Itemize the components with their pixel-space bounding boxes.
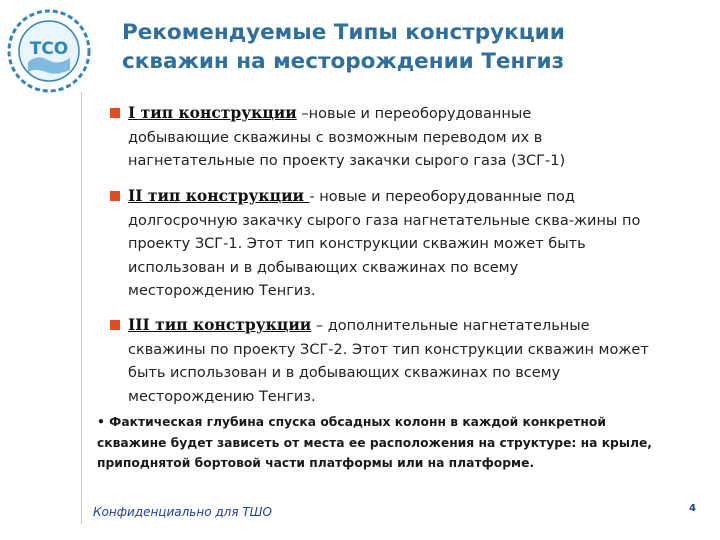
bullet-type-2	[110, 184, 696, 304]
footnote	[97, 412, 697, 474]
bullet-first-line	[110, 184, 696, 210]
square-bullet-icon	[110, 320, 120, 330]
confidential-footer: Конфиденциально для ТШО	[93, 505, 272, 519]
slide-title	[122, 18, 702, 76]
bullet-text: – дополнительные нагнетательные	[311, 318, 590, 334]
tco-logo-icon	[6, 8, 92, 94]
bullet-heading: III тип конструкции	[128, 315, 312, 334]
bullet-first-line	[110, 313, 696, 339]
square-bullet-icon	[110, 108, 120, 118]
bullet-text: нагнетательные по проекту закачки сырого газа (ЗСГ-1)	[128, 153, 566, 169]
bullet-text: скважины по проекту ЗСГ-2. Этот тип конструкции скважин может	[128, 341, 649, 358]
bullet-heading: II тип конструкции	[128, 186, 310, 205]
page-number: 4	[689, 503, 696, 514]
bullet-text: проекту ЗСГ-1. Этот тип конструкции скважин может быть	[128, 236, 586, 252]
bullet-heading: I тип конструкции	[128, 103, 297, 122]
bullet-text: использован и в добывающих скважинах по всему	[128, 259, 519, 276]
bullet-text: месторождению Тенгиз.	[128, 283, 316, 299]
title-line-2: скважин на месторождении Тенгиз	[122, 49, 565, 74]
footnote-line: • Фактическая глубина спуска обсадных колонн в каждой конкретной	[97, 415, 606, 429]
bullet-type-3	[110, 313, 696, 409]
footnote-line: приподнятой бортовой части платформы или на платформе.	[97, 456, 535, 470]
bullet-text: долгосрочную закачку сырого газа нагнетательные сква-жины по	[128, 212, 641, 229]
vertical-divider	[81, 92, 82, 524]
bullet-text: добывающие скважины с возможным переводом их в	[128, 129, 543, 146]
logo-text: ТСО	[29, 39, 69, 59]
bullet-type-1	[110, 101, 696, 174]
bullet-text: –новые и переоборудованные	[296, 106, 532, 122]
square-bullet-icon	[110, 191, 120, 201]
bullet-text: месторождению Тенгиз.	[128, 388, 316, 405]
title-line-1: Рекомендуемые Типы конструкции	[122, 20, 565, 45]
footnote-line: скважине будет зависеть от места ее расположения на структуре: на крыле,	[97, 435, 652, 450]
bullet-text: - новые и переоборудованные под	[309, 189, 575, 205]
bullet-first-line	[110, 101, 696, 127]
bullet-text: быть использован и в добывающих скважинах по всему	[128, 365, 561, 381]
